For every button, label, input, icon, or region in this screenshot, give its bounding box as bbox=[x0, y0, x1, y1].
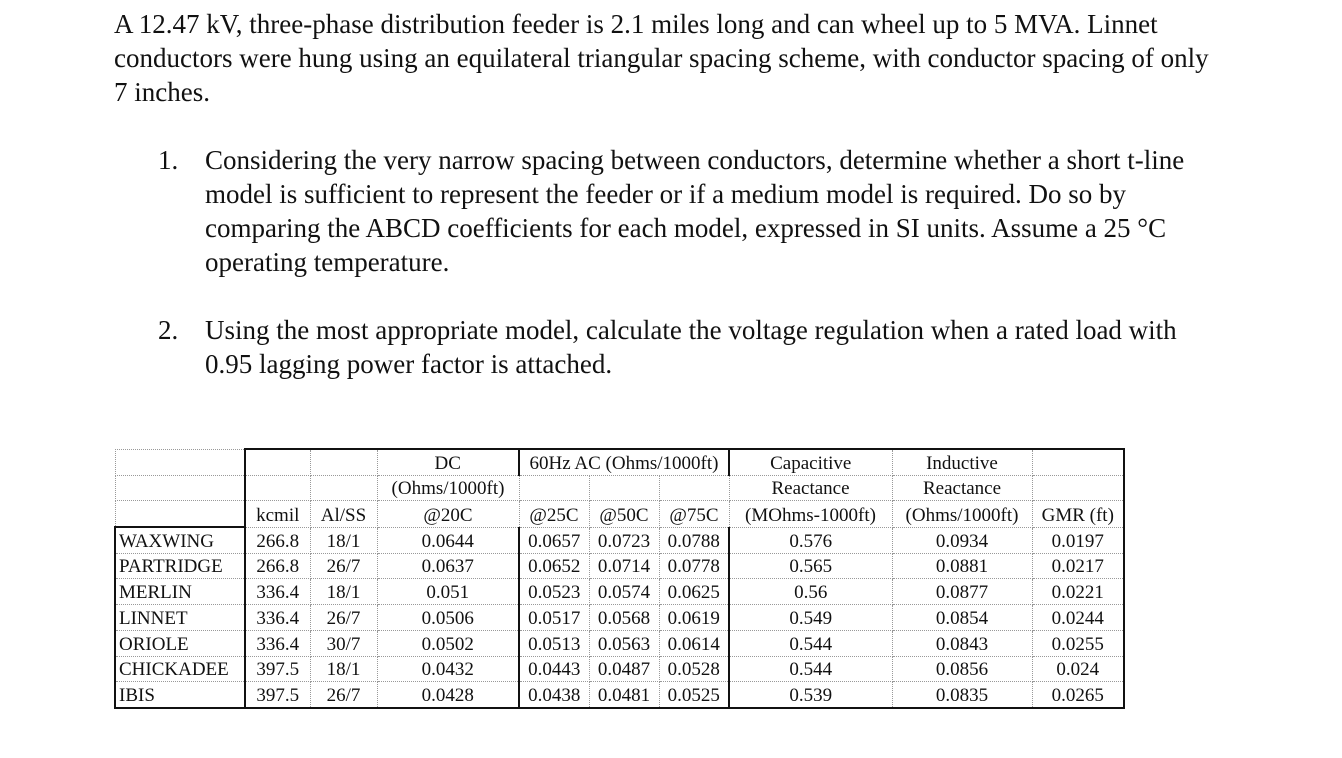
ac-25c-cell: 0.0513 bbox=[519, 630, 589, 656]
ac-50c-cell: 0.0563 bbox=[589, 630, 659, 656]
ac-75c-cell: 0.0528 bbox=[659, 656, 729, 682]
dc-header: DC bbox=[377, 449, 519, 475]
question-text: Using the most appropriate model, calculate the voltage regulation when a rated load with 0.95 lagging power factor is attached. bbox=[205, 315, 1177, 379]
gmr-cell: 0.0255 bbox=[1032, 630, 1124, 656]
header-row bbox=[115, 475, 1124, 501]
inductive-reactance-cell: 0.0856 bbox=[892, 656, 1032, 682]
dc-20c-cell: 0.0502 bbox=[377, 630, 519, 656]
conductor-name-cell: WAXWING bbox=[115, 527, 245, 553]
inductive-header-line2: Reactance bbox=[892, 475, 1032, 501]
ac-50c-cell: 0.0574 bbox=[589, 579, 659, 605]
ac-50c-cell: 0.0714 bbox=[589, 553, 659, 579]
header-blank-cell bbox=[310, 475, 377, 501]
kcmil-cell: 266.8 bbox=[245, 527, 310, 553]
header-blank-cell bbox=[310, 449, 377, 475]
ac-75c-cell: 0.0614 bbox=[659, 630, 729, 656]
capacitive-reactance-cell: 0.544 bbox=[729, 630, 892, 656]
header-blank-cell bbox=[245, 449, 310, 475]
capacitive-reactance-cell: 0.576 bbox=[729, 527, 892, 553]
header-blank-cell bbox=[1032, 449, 1124, 475]
ac-75c-cell: 0.0625 bbox=[659, 579, 729, 605]
inductive-reactance-cell: 0.0854 bbox=[892, 605, 1032, 631]
inductive-reactance-cell: 0.0881 bbox=[892, 553, 1032, 579]
conductor-name-cell: LINNET bbox=[115, 605, 245, 631]
dc-20c-cell: 0.051 bbox=[377, 579, 519, 605]
question-number: 1. bbox=[158, 145, 179, 175]
header-blank-cell bbox=[519, 475, 589, 501]
alss-cell: 26/7 bbox=[310, 605, 377, 631]
dc-20c-cell: 0.0506 bbox=[377, 605, 519, 631]
table-row bbox=[115, 553, 1124, 579]
ac-25c-cell: 0.0652 bbox=[519, 553, 589, 579]
conductor-name-cell: PARTRIDGE bbox=[115, 553, 245, 579]
ac50-header: @50C bbox=[589, 501, 659, 527]
header-row bbox=[115, 449, 1124, 475]
dc-header-unit: (Ohms/1000ft) bbox=[377, 475, 519, 501]
header-blank-cell bbox=[115, 501, 245, 527]
gmr-cell: 0.0244 bbox=[1032, 605, 1124, 631]
ac-25c-cell: 0.0517 bbox=[519, 605, 589, 631]
alss-cell: 26/7 bbox=[310, 553, 377, 579]
inductive-reactance-cell: 0.0835 bbox=[892, 682, 1032, 708]
ac-75c-cell: 0.0778 bbox=[659, 553, 729, 579]
ac-75c-cell: 0.0788 bbox=[659, 527, 729, 553]
conductor-name-cell: ORIOLE bbox=[115, 630, 245, 656]
gmr-cell: 0.024 bbox=[1032, 656, 1124, 682]
gmr-cell: 0.0221 bbox=[1032, 579, 1124, 605]
ac75-header: @75C bbox=[659, 501, 729, 527]
kcmil-cell: 266.8 bbox=[245, 553, 310, 579]
kcmil-cell: 336.4 bbox=[245, 605, 310, 631]
ac-75c-cell: 0.0525 bbox=[659, 682, 729, 708]
table-row bbox=[115, 656, 1124, 682]
ac-75c-cell: 0.0619 bbox=[659, 605, 729, 631]
table-row bbox=[115, 527, 1124, 553]
problem-intro: A 12.47 kV, three-phase distribution feeder is 2.1 miles long and can wheel up to 5 MVA. Linnet conductors were hung using an equilateral triangular spacing scheme, with conductor spacing of only 7 inches. bbox=[114, 9, 1209, 107]
capacitive-header-line2: Reactance bbox=[729, 475, 892, 501]
capacitive-reactance-cell: 0.539 bbox=[729, 682, 892, 708]
dc-20c-cell: 0.0637 bbox=[377, 553, 519, 579]
alss-cell: 26/7 bbox=[310, 682, 377, 708]
header-blank-cell bbox=[245, 475, 310, 501]
ac25-header: @25C bbox=[519, 501, 589, 527]
inductive-reactance-cell: 0.0843 bbox=[892, 630, 1032, 656]
dc-temp-header: @20C bbox=[377, 501, 519, 527]
header-blank-cell bbox=[1032, 475, 1124, 501]
alss-cell: 30/7 bbox=[310, 630, 377, 656]
ac-50c-cell: 0.0568 bbox=[589, 605, 659, 631]
conductor-name-cell: MERLIN bbox=[115, 579, 245, 605]
inductive-reactance-cell: 0.0934 bbox=[892, 527, 1032, 553]
ac-50c-cell: 0.0481 bbox=[589, 682, 659, 708]
header-blank-cell bbox=[115, 475, 245, 501]
inductive-header-unit: (Ohms/1000ft) bbox=[892, 501, 1032, 527]
conductor-name-cell: CHICKADEE bbox=[115, 656, 245, 682]
ac-group-header: 60Hz AC (Ohms/1000ft) bbox=[519, 449, 729, 475]
kcmil-cell: 397.5 bbox=[245, 656, 310, 682]
table-row bbox=[115, 579, 1124, 605]
ac-50c-cell: 0.0487 bbox=[589, 656, 659, 682]
kcmil-header: kcmil bbox=[245, 501, 310, 527]
ac-25c-cell: 0.0443 bbox=[519, 656, 589, 682]
capacitive-reactance-cell: 0.56 bbox=[729, 579, 892, 605]
kcmil-cell: 397.5 bbox=[245, 682, 310, 708]
dc-20c-cell: 0.0432 bbox=[377, 656, 519, 682]
capacitive-reactance-cell: 0.565 bbox=[729, 553, 892, 579]
question-number: 2. bbox=[158, 315, 179, 345]
alss-cell: 18/1 bbox=[310, 527, 377, 553]
inductive-reactance-cell: 0.0877 bbox=[892, 579, 1032, 605]
ac-25c-cell: 0.0657 bbox=[519, 527, 589, 553]
conductor-name-cell: IBIS bbox=[115, 682, 245, 708]
inductive-header: Inductive bbox=[892, 449, 1032, 475]
conductor-table bbox=[114, 448, 1125, 709]
gmr-cell: 0.0197 bbox=[1032, 527, 1124, 553]
capacitive-header-unit: (MOhms-1000ft) bbox=[729, 501, 892, 527]
table-body bbox=[115, 527, 1124, 708]
ac-50c-cell: 0.0723 bbox=[589, 527, 659, 553]
capacitive-header: Capacitive bbox=[729, 449, 892, 475]
header-blank-cell bbox=[589, 475, 659, 501]
kcmil-cell: 336.4 bbox=[245, 630, 310, 656]
header-row bbox=[115, 501, 1124, 527]
gmr-cell: 0.0217 bbox=[1032, 553, 1124, 579]
header-blank-cell bbox=[659, 475, 729, 501]
header-blank-cell bbox=[115, 449, 245, 475]
table-row bbox=[115, 682, 1124, 708]
gmr-cell: 0.0265 bbox=[1032, 682, 1124, 708]
alss-cell: 18/1 bbox=[310, 656, 377, 682]
table-row bbox=[115, 605, 1124, 631]
dc-20c-cell: 0.0644 bbox=[377, 527, 519, 553]
kcmil-cell: 336.4 bbox=[245, 579, 310, 605]
dc-20c-cell: 0.0428 bbox=[377, 682, 519, 708]
gmr-header: GMR (ft) bbox=[1032, 501, 1124, 527]
alss-header: Al/SS bbox=[310, 501, 377, 527]
capacitive-reactance-cell: 0.544 bbox=[729, 656, 892, 682]
question-text: Considering the very narrow spacing between conductors, determine whether a short t-line model is sufficient to represent the feeder or if a medium model is required. Do so by comparing the ABCD coefficients for each model, expressed in SI units. Assume a 25 °C operating temperature. bbox=[205, 145, 1185, 277]
table-row bbox=[115, 630, 1124, 656]
ac-25c-cell: 0.0438 bbox=[519, 682, 589, 708]
alss-cell: 18/1 bbox=[310, 579, 377, 605]
capacitive-reactance-cell: 0.549 bbox=[729, 605, 892, 631]
ac-25c-cell: 0.0523 bbox=[519, 579, 589, 605]
